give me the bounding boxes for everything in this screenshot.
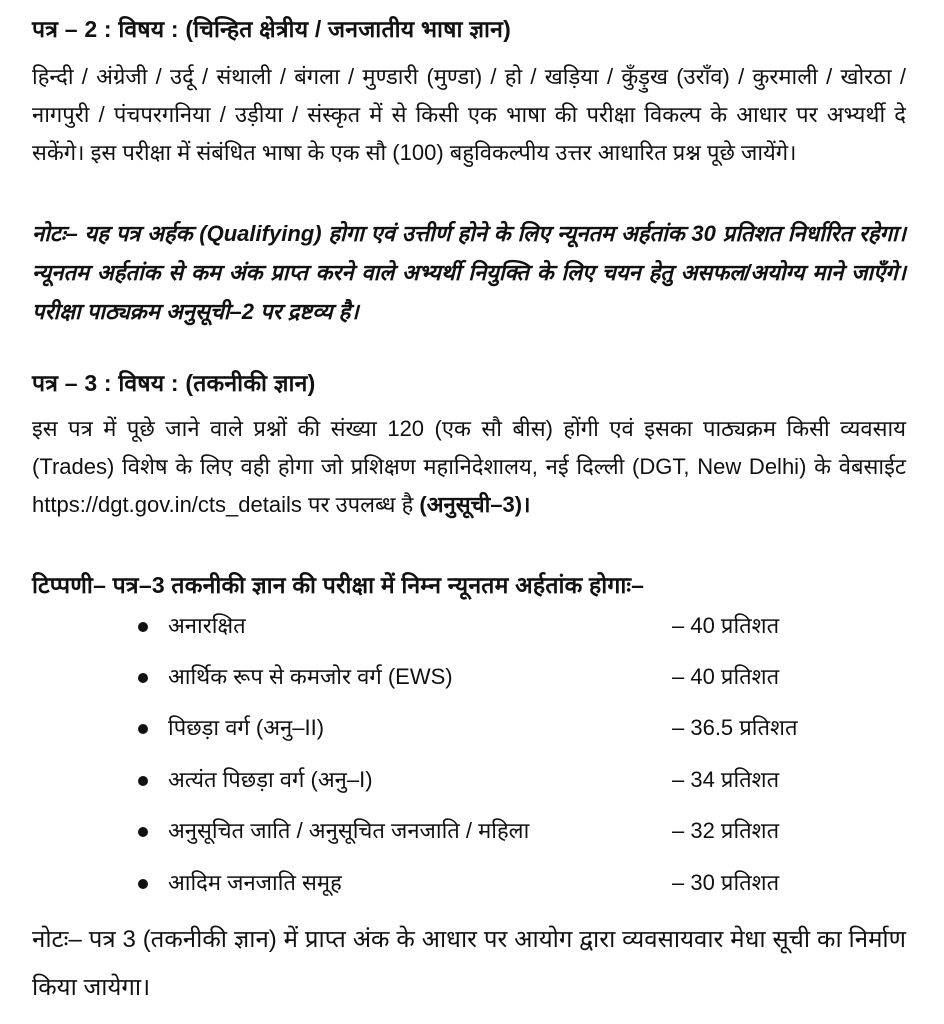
cutoff-category: अनारक्षित — [168, 613, 246, 638]
paper-3-remark-heading: टिप्पणी– पत्र–3 तकनीकी ज्ञान की परीक्षा में निम्न न्यूनतम अर्हतांक होगाः– — [32, 572, 645, 598]
paper-3-description-text: इस पत्र में पूछे जाने वाले प्रश्नों की संख्या 120 (एक सौ बीस) होंगी एवं इसका पाठ्यक्रम किसी व्यवसाय (Trades) विशेष के लिए वही होगा जो प्रशिक्षण महानिदेशालय, नई दिल्ली (DGT, New Delhi) के वेबसाईट https://dgt.gov.in/cts_details पर उपलब्ध है — [32, 416, 906, 517]
cutoff-row — [0, 762, 944, 802]
cutoff-row — [0, 813, 944, 853]
schedule-3-reference: (अनुसूची–3)। — [419, 492, 531, 517]
cutoff-row — [0, 659, 944, 699]
cutoff-category: पिछड़ा वर्ग (अनु–II) — [168, 715, 325, 740]
bullet-icon — [138, 879, 148, 889]
bullet-icon — [138, 827, 148, 837]
bullet-icon — [138, 622, 148, 632]
cutoff-value: – 34 प्रतिशत — [672, 767, 780, 792]
cutoff-category: आदिम जनजाति समूह — [168, 870, 342, 895]
cutoff-row — [0, 865, 944, 905]
paper-2-heading: पत्र – 2 : विषय : (चिन्हित क्षेत्रीय / जनजातीय भाषा ज्ञान) — [32, 16, 511, 42]
bullet-icon — [138, 724, 148, 734]
cutoff-value: – 30 प्रतिशत — [672, 870, 780, 895]
bullet-icon — [138, 776, 148, 786]
paper-3-description — [32, 410, 906, 524]
merit-list-note: नोटः– पत्र 3 (तकनीकी ज्ञान) में प्राप्त अंक के आधार पर आयोग द्वारा व्यवसायवार मेधा सूची का निर्माण किया जायेगा। — [32, 926, 906, 1001]
paper-3-heading: पत्र – 3 : विषय : (तकनीकी ज्ञान) — [32, 370, 316, 396]
paper-2-description: हिन्दी / अंग्रेजी / उर्दू / संथाली / बंगला / मुण्डारी (मुण्डा) / हो / खड़िया / कुँड़ुख (उराँव) / कुरमाली / खोरठा / नागपुरी / पंचपरगनिया / उड़ीया / संस्कृत में से किसी एक भाषा की परीक्षा विकल्प के आधार पर अभ्यर्थी दे सकेंगे। इस परीक्षा में संबंधित भाषा के एक सौ (100) बहुविकल्पीय उत्तर आधारित प्रश्न पूछे जायेंगे। — [32, 64, 906, 165]
cutoff-value: – 36.5 प्रतिशत — [672, 715, 798, 740]
paper-2-qualifying-note: नोटः– यह पत्र अर्हक (Qualifying) होगा एवं उत्तीर्ण होने के लिए न्यूनतम अर्हतांक 30 प्रतिशत निर्धारित रहेगा। न्यूनतम अर्हतांक से कम अंक प्राप्त करने वाले अभ्यर्थी नियुक्ति के लिए चयन हेतु असफल/अयोग्य माने जाएँगे। परीक्षा पाठ्यक्रम अनुसूची–2 पर द्रष्टव्य है। — [32, 221, 906, 324]
cutoff-row — [0, 608, 944, 648]
cutoff-value: – 32 प्रतिशत — [672, 818, 780, 843]
cutoff-category: आर्थिक रूप से कमजोर वर्ग (EWS) — [168, 664, 453, 689]
cutoff-category: अनुसूचित जाति / अनुसूचित जनजाति / महिला — [168, 818, 530, 843]
cutoff-category: अत्यंत पिछड़ा वर्ग (अनु–I) — [168, 767, 373, 792]
cutoff-value: – 40 प्रतिशत — [672, 613, 780, 638]
cutoff-value: – 40 प्रतिशत — [672, 664, 780, 689]
bullet-icon — [138, 673, 148, 683]
cutoff-row — [0, 710, 944, 750]
